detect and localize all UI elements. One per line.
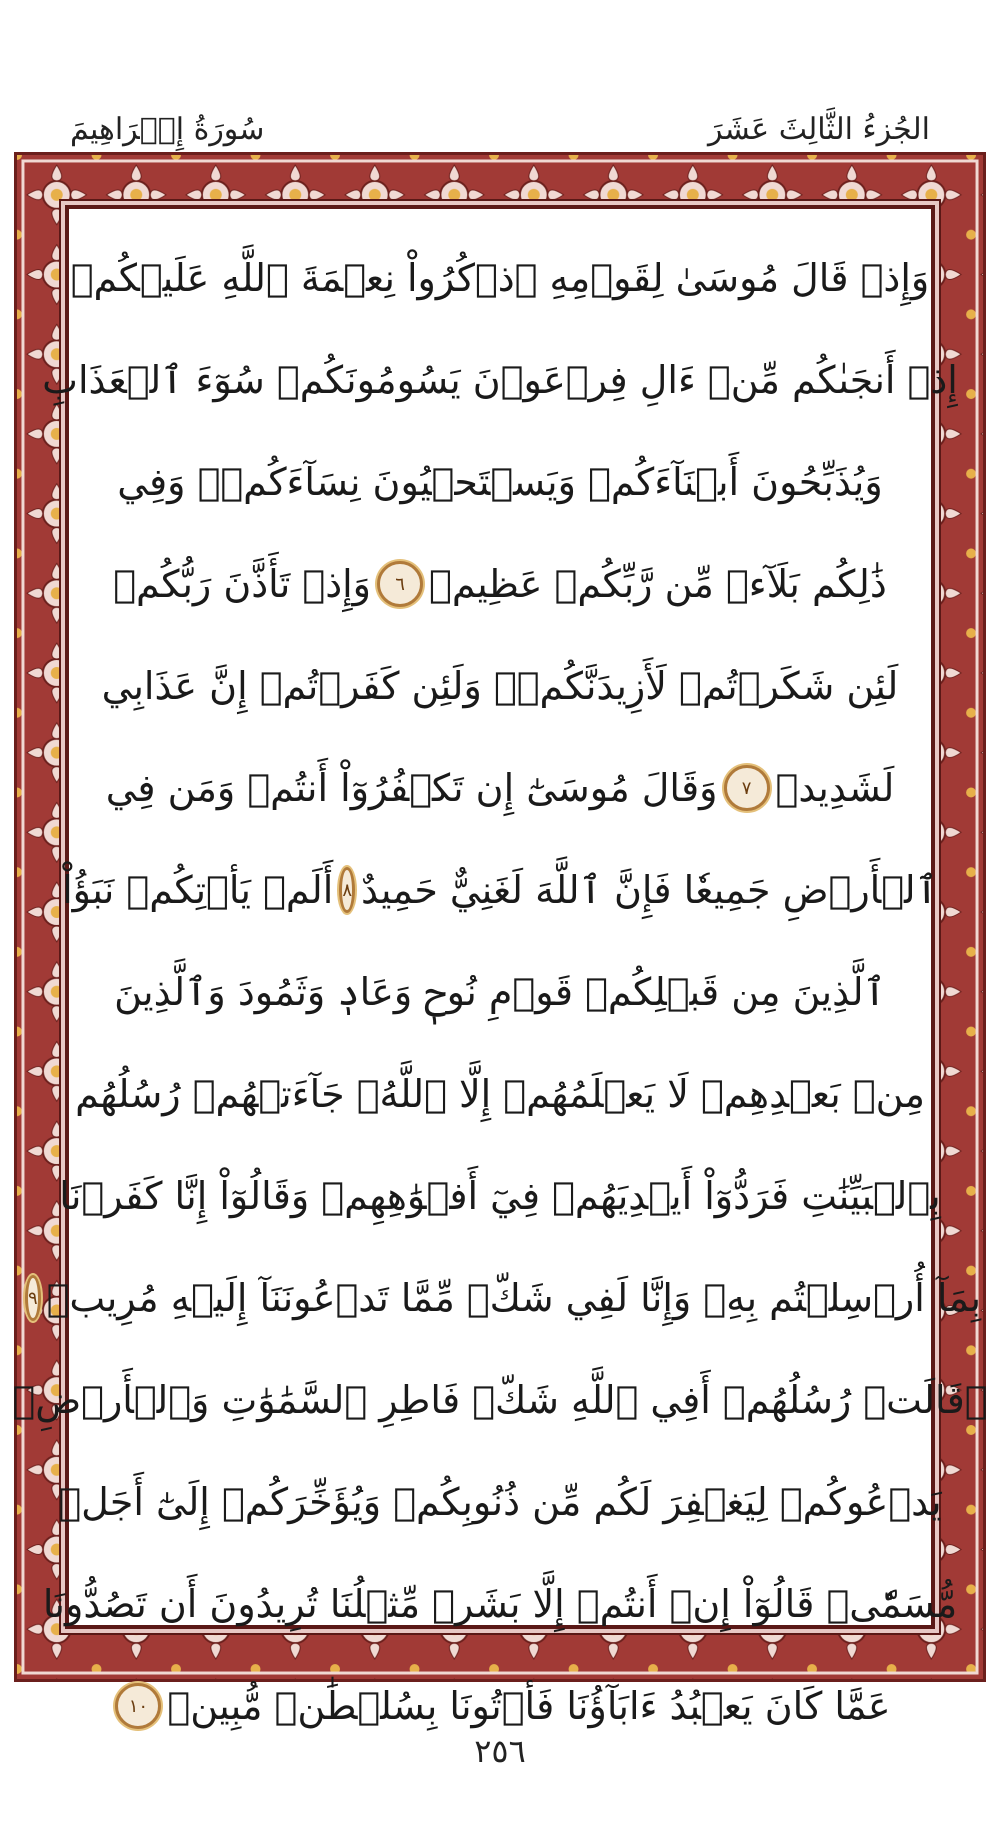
verse-text: إِذۡ أَنجَىٰكُم مِّنۡ ءَالِ فِرۡعَوۡنَ يَسُومُونَكُمۡ سُوٓءَ ٱلۡعَذَابِ — [42, 358, 958, 402]
verse-line — [59, 1145, 941, 1247]
verse-line — [70, 227, 930, 329]
surah-name: سُورَةُ إِبۡرَاهِيمَ — [70, 111, 265, 147]
verse-line — [42, 1553, 958, 1655]
verse-line — [87, 533, 913, 635]
ayah-number-marker: ١٠ — [115, 1683, 161, 1729]
verse-text: وَقَالَ مُوسَىٰٓ إِن تَكۡفُرُوٓاْ أَنتُمۡ وَمَن فِي — [105, 766, 718, 810]
verse-line — [62, 839, 938, 941]
verse-line — [87, 635, 913, 737]
verse-line — [87, 737, 913, 839]
verse-text: وَإِذۡ قَالَ مُوسَىٰ لِقَوۡمِهِ ٱذۡكُرُواْ نِعۡمَةَ ٱللَّهِ عَلَيۡكُمۡ — [70, 256, 930, 300]
verse-line — [87, 431, 913, 533]
verse-text: أَلَمۡ يَأۡتِكُمۡ نَبَؤُاْ — [62, 868, 334, 912]
verse-text: ۞قَالَتۡ رُسُلُهُمۡ أَفِي ٱللَّهِ شَكّٞ فَاطِرِ ٱلسَّمَٰوَٰتِ وَٱلۡأَرۡضِۖ — [12, 1378, 988, 1422]
verse-text: ٱلَّذِينَ مِن قَبۡلِكُمۡ قَوۡمِ نُوحٖ وَعَادٖ وَثَمُودَ وَٱلَّذِينَ — [114, 970, 886, 1014]
text-area — [12, 205, 988, 1728]
verse-text: وَيُذَبِّحُونَ أَبۡنَآءَكُمۡ وَيَسۡتَحۡيُونَ نِسَآءَكُمۡۚ وَفِي — [117, 460, 883, 504]
verse-line — [75, 1043, 925, 1145]
verse-text: لَئِن شَكَرۡتُمۡ لَأَزِيدَنَّكُمۡۖ وَلَئِن كَفَرۡتُمۡ إِنَّ عَذَابِي — [101, 664, 899, 708]
verse-text: وَإِذۡ تَأَذَّنَ رَبُّكُمۡ — [113, 562, 372, 606]
verse-text: بِٱلۡبَيِّنَٰتِ فَرَدُّوٓاْ أَيۡدِيَهُمۡ فِيٓ أَفۡوَٰهِهِمۡ وَقَالُوٓاْ إِنَّا كَفَرۡنَا — [59, 1174, 941, 1218]
verse-text: يَدۡعُوكُمۡ لِيَغۡفِرَ لَكُم مِّن ذُنُوبِكُمۡ وَيُؤَخِّرَكُمۡ إِلَىٰٓ أَجَلٖ — [58, 1480, 942, 1524]
verse-lines — [12, 227, 988, 1728]
verse-text: مِنۢ بَعۡدِهِمۡ لَا يَعۡلَمُهُمۡ إِلَّا ٱللَّهُۚ جَآءَتۡهُمۡ رُسُلُهُم — [75, 1072, 925, 1116]
verse-text: بِمَآ أُرۡسِلۡتُم بِهِۦ وَإِنَّا لَفِي شَكّٖ مِّمَّا تَدۡعُونَنَآ إِلَيۡهِ مُرِيبٖ — [46, 1276, 982, 1320]
verse-text: لَشَدِيدٞ — [775, 766, 895, 810]
page-header — [70, 104, 930, 154]
verse-line — [12, 1349, 988, 1451]
verse-line — [58, 1451, 942, 1553]
verse-text: مُّسَمّٗىۚ قَالُوٓاْ إِنۡ أَنتُمۡ إِلَّا بَشَرٞ مِّثۡلُنَا تُرِيدُونَ أَن تَصُدُّونَا — [42, 1582, 958, 1626]
verse-line — [27, 1247, 982, 1349]
verse-text: عَمَّا كَانَ يَعۡبُدُ ءَابَآؤُنَا فَأۡتُونَا بِسُلۡطَٰنٖ مُّبِينٖ — [167, 1684, 891, 1728]
ayah-number-marker: ٦ — [377, 561, 423, 607]
juz-name: الجُزءُ الثَّالِثَ عَشَرَ — [707, 111, 930, 147]
page-number: ٢٥٦ — [474, 1732, 526, 1770]
verse-line — [87, 941, 913, 1043]
ayah-number-marker: ٨ — [339, 867, 355, 913]
ornamental-frame — [12, 152, 988, 1728]
ayah-number-marker: ٧ — [724, 765, 770, 811]
verse-text: ٱلۡأَرۡضِ جَمِيعٗا فَإِنَّ ٱللَّهَ لَغَنِيٌّ حَمِيدٌ — [360, 868, 938, 912]
verse-text: ذَٰلِكُم بَلَآءٞ مِّن رَّبِّكُمۡ عَظِيمٞ — [429, 562, 887, 606]
ayah-number-marker: ٩ — [25, 1275, 41, 1321]
verse-line — [42, 329, 958, 431]
